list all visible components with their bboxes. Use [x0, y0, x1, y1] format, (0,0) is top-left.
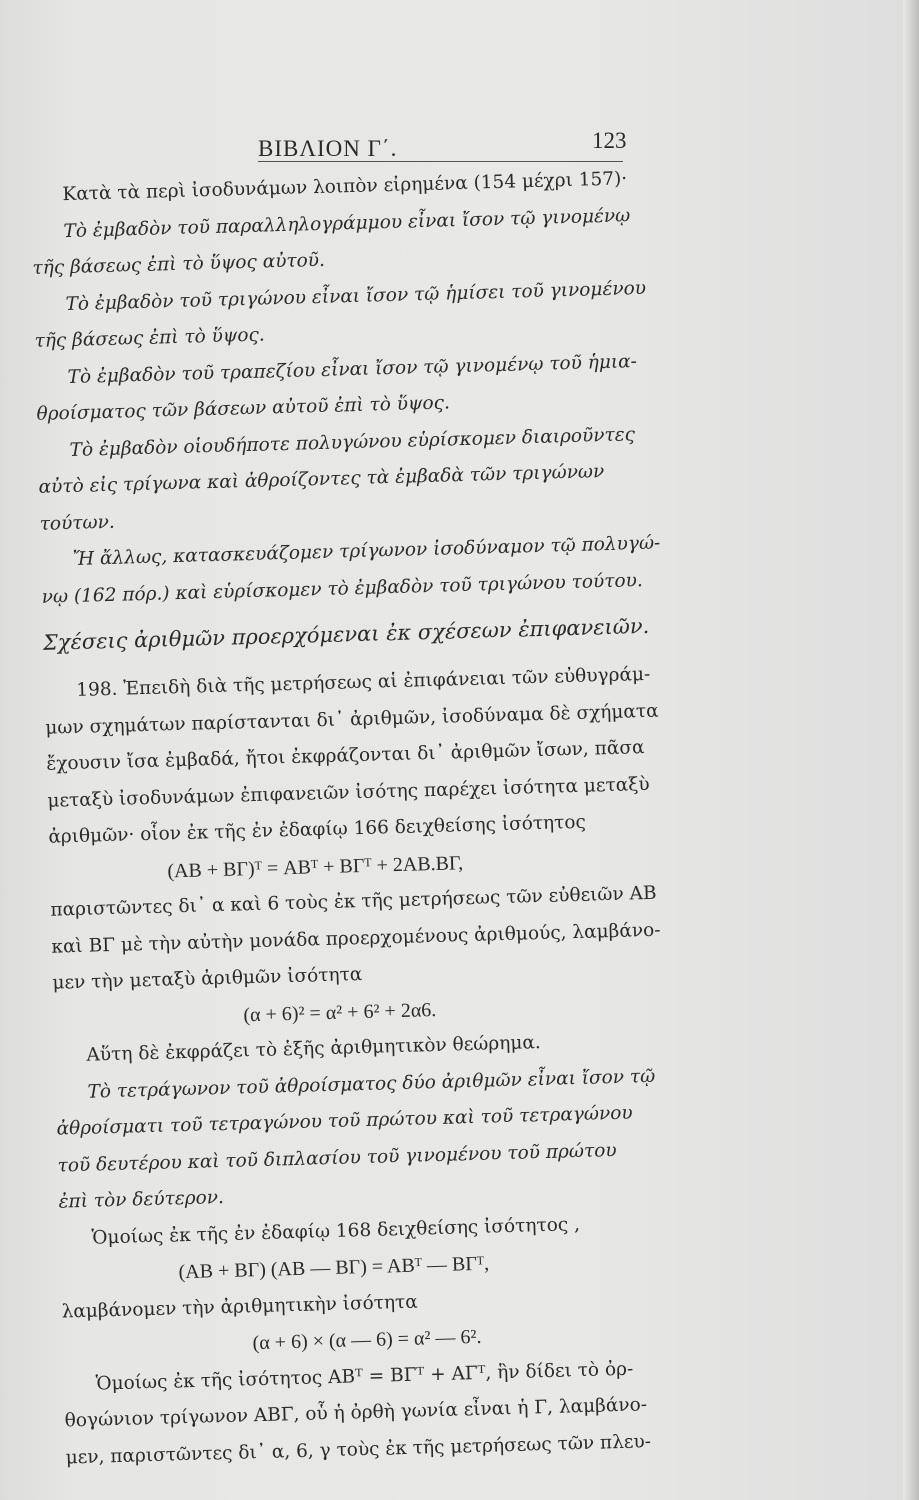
- text-line: Ὁμοίως ἐκ τῆς ἐν ἐδαφίῳ 168 δειχθείσης ἰσότητος ,: [91, 1213, 581, 1249]
- text-line: θογώνιον τρίγωνον ΑΒΓ, οὗ ἡ ὀρθὴ γωνία εἶναι ἡ Γ, λαμβάνο-: [64, 1394, 648, 1432]
- text-line: 198. Ἐπειδὴ διὰ τῆς μετρήσεως αἱ ἐπιφάνειαι τῶν εὐθυγράμ-: [76, 663, 651, 701]
- text-line: μεταξὺ ἰσοδυνάμων ἐπιφανειῶν ἰσότης παρέχει ἰσότητα μεταξὺ: [47, 773, 650, 812]
- header-rule: [258, 161, 623, 162]
- text-line: μων σχημάτων παρίστανται δι᾽ ἀριθμῶν, ἰσοδύναμα δὲ σχήματα: [45, 700, 659, 739]
- text-line: καὶ ΒΓ μὲ τὴν αὐτὴν μονάδα προερχομένους ἀριθμούς, λαμβάνο-: [51, 919, 661, 958]
- text-line: τῆς βάσεως ἐπὶ τὸ ὕψος αὐτοῦ.: [32, 249, 326, 279]
- text-line: Αὕτη δὲ ἐκφράζει τὸ ἑξῆς ἀριθμητικὸν θεώρημα.: [86, 1032, 541, 1066]
- text-line: Ἤ ἄλλως, κατασκευάζομεν τρίγωνον ἰσοδύναμον τῷ πολυγώ-: [72, 532, 661, 570]
- body-text: [30, 160, 706, 1476]
- text-line: Τὸ ἐμβαδὸν οἱουδήποτε πολυγώνου εὑρίσκομεν διαιροῦντες: [69, 423, 636, 461]
- formula-line: (ΑΒ + ΒΓ)ᵀ = ΑΒᵀ + ΒΓᵀ + 2ΑΒ.ΒΓ,: [167, 851, 464, 882]
- text-line: λαμβάνομεν τὴν ἀριθμητικὴν ἰσότητα: [61, 1291, 419, 1323]
- formula-line: (α + 6)² = α² + 6² + 2α6.: [243, 998, 437, 1026]
- formula-line: (α + 6) × (α — 6) = α² — 6².: [252, 1325, 482, 1355]
- running-title: ΒΙΒΛΙΟΝ Γ΄.: [258, 136, 398, 161]
- text-line: Τὸ ἐμβαδὸν τοῦ τραπεζίου εἶναι ἴσον τῷ γινομένῳ τοῦ ἡμια-: [67, 350, 638, 388]
- page-edge-shadow: [903, 0, 919, 1500]
- text-line: παριστῶντες δι᾽ α καὶ 6 τοὺς ἐκ τῆς μετρήσεως τῶν εὐθειῶν ΑΒ: [50, 882, 657, 921]
- text-line: νῳ (162 πόρ.) καὶ εὑρίσκομεν τὸ ἐμβαδὸν τοῦ τριγώνου τούτου.: [41, 569, 644, 608]
- text-line: Τὸ ἐμβαδὸν τοῦ τριγώνου εἶναι ἴσον τῷ ἡμίσει τοῦ γινομένου: [65, 277, 647, 315]
- page-header: [0, 124, 919, 164]
- text-line: τῆς βάσεως ἐπὶ τὸ ὕψος.: [34, 324, 266, 352]
- theorem-line: ἀθροίσματι τοῦ τετραγώνου τοῦ πρώτου καὶ τοῦ τετραγώνου: [56, 1102, 633, 1140]
- text-line: μεν τὴν μεταξὺ ἀριθμῶν ἰσότητα: [52, 964, 363, 994]
- theorem-line: ἐπὶ τὸν δεύτερον.: [58, 1186, 225, 1213]
- text-line: Τὸ ἐμβαδὸν τοῦ παραλληλογράμμου εἶναι ἴσον τῷ γινομένῳ: [63, 204, 631, 242]
- theorem-line: Τὸ τετράγωνον τοῦ ἀθροίσματος δύο ἀριθμῶν εἶναι ἴσον τῷ: [87, 1065, 656, 1103]
- text-line: ἀριθμῶν· οἷον ἐκ τῆς ἐν ἐδαφίῳ 166 δειχθείσης ἰσότητος: [48, 811, 587, 848]
- text-line: ἔχουσιν ἴσα ἐμβαδά, ἤτοι ἐκφράζονται δι᾽ ἀριθμῶν ἴσων, πᾶσα: [46, 737, 645, 775]
- theorem-line: τοῦ δευτέρου καὶ τοῦ διπλασίου τοῦ γινομένου τοῦ πρώτου: [57, 1139, 617, 1177]
- text-line: τούτων.: [39, 511, 116, 535]
- text-line: μεν, παριστῶντες δι᾽ α, 6, γ τοὺς ἐκ τῆς μετρήσεως τῶν πλευ-: [65, 1430, 652, 1468]
- formula-line: (ΑΒ + ΒΓ) (ΑΒ — ΒΓ) = ΑΒᵀ — ΒΓᵀ,: [178, 1252, 490, 1284]
- section-heading: Σχέσεις ἀριθμῶν προερχόμεναι ἐκ σχέσεων ἐπιφανειῶν.: [42, 613, 650, 655]
- text-line: αὐτὸ εἰς τρίγωνα καὶ ἀθροίζοντες τὰ ἐμβαδὰ τῶν τριγώνων: [38, 461, 605, 498]
- text-line: Ὁμοίως ἐκ τῆς ἰσότητος ΑΒᵀ = ΒΓᵀ + ΑΓᵀ, ἣν δίδει τὸ ὀρ-: [95, 1358, 634, 1395]
- text-line: Κατὰ τὰ περὶ ἰσοδυνάμων λοιπὸν εἰρημένα (154 μέχρι 157)·: [62, 168, 628, 206]
- page-number: 123: [592, 128, 627, 153]
- text-line: θροίσματος τῶν βάσεων αὐτοῦ ἐπὶ τὸ ὕψος.: [36, 392, 451, 425]
